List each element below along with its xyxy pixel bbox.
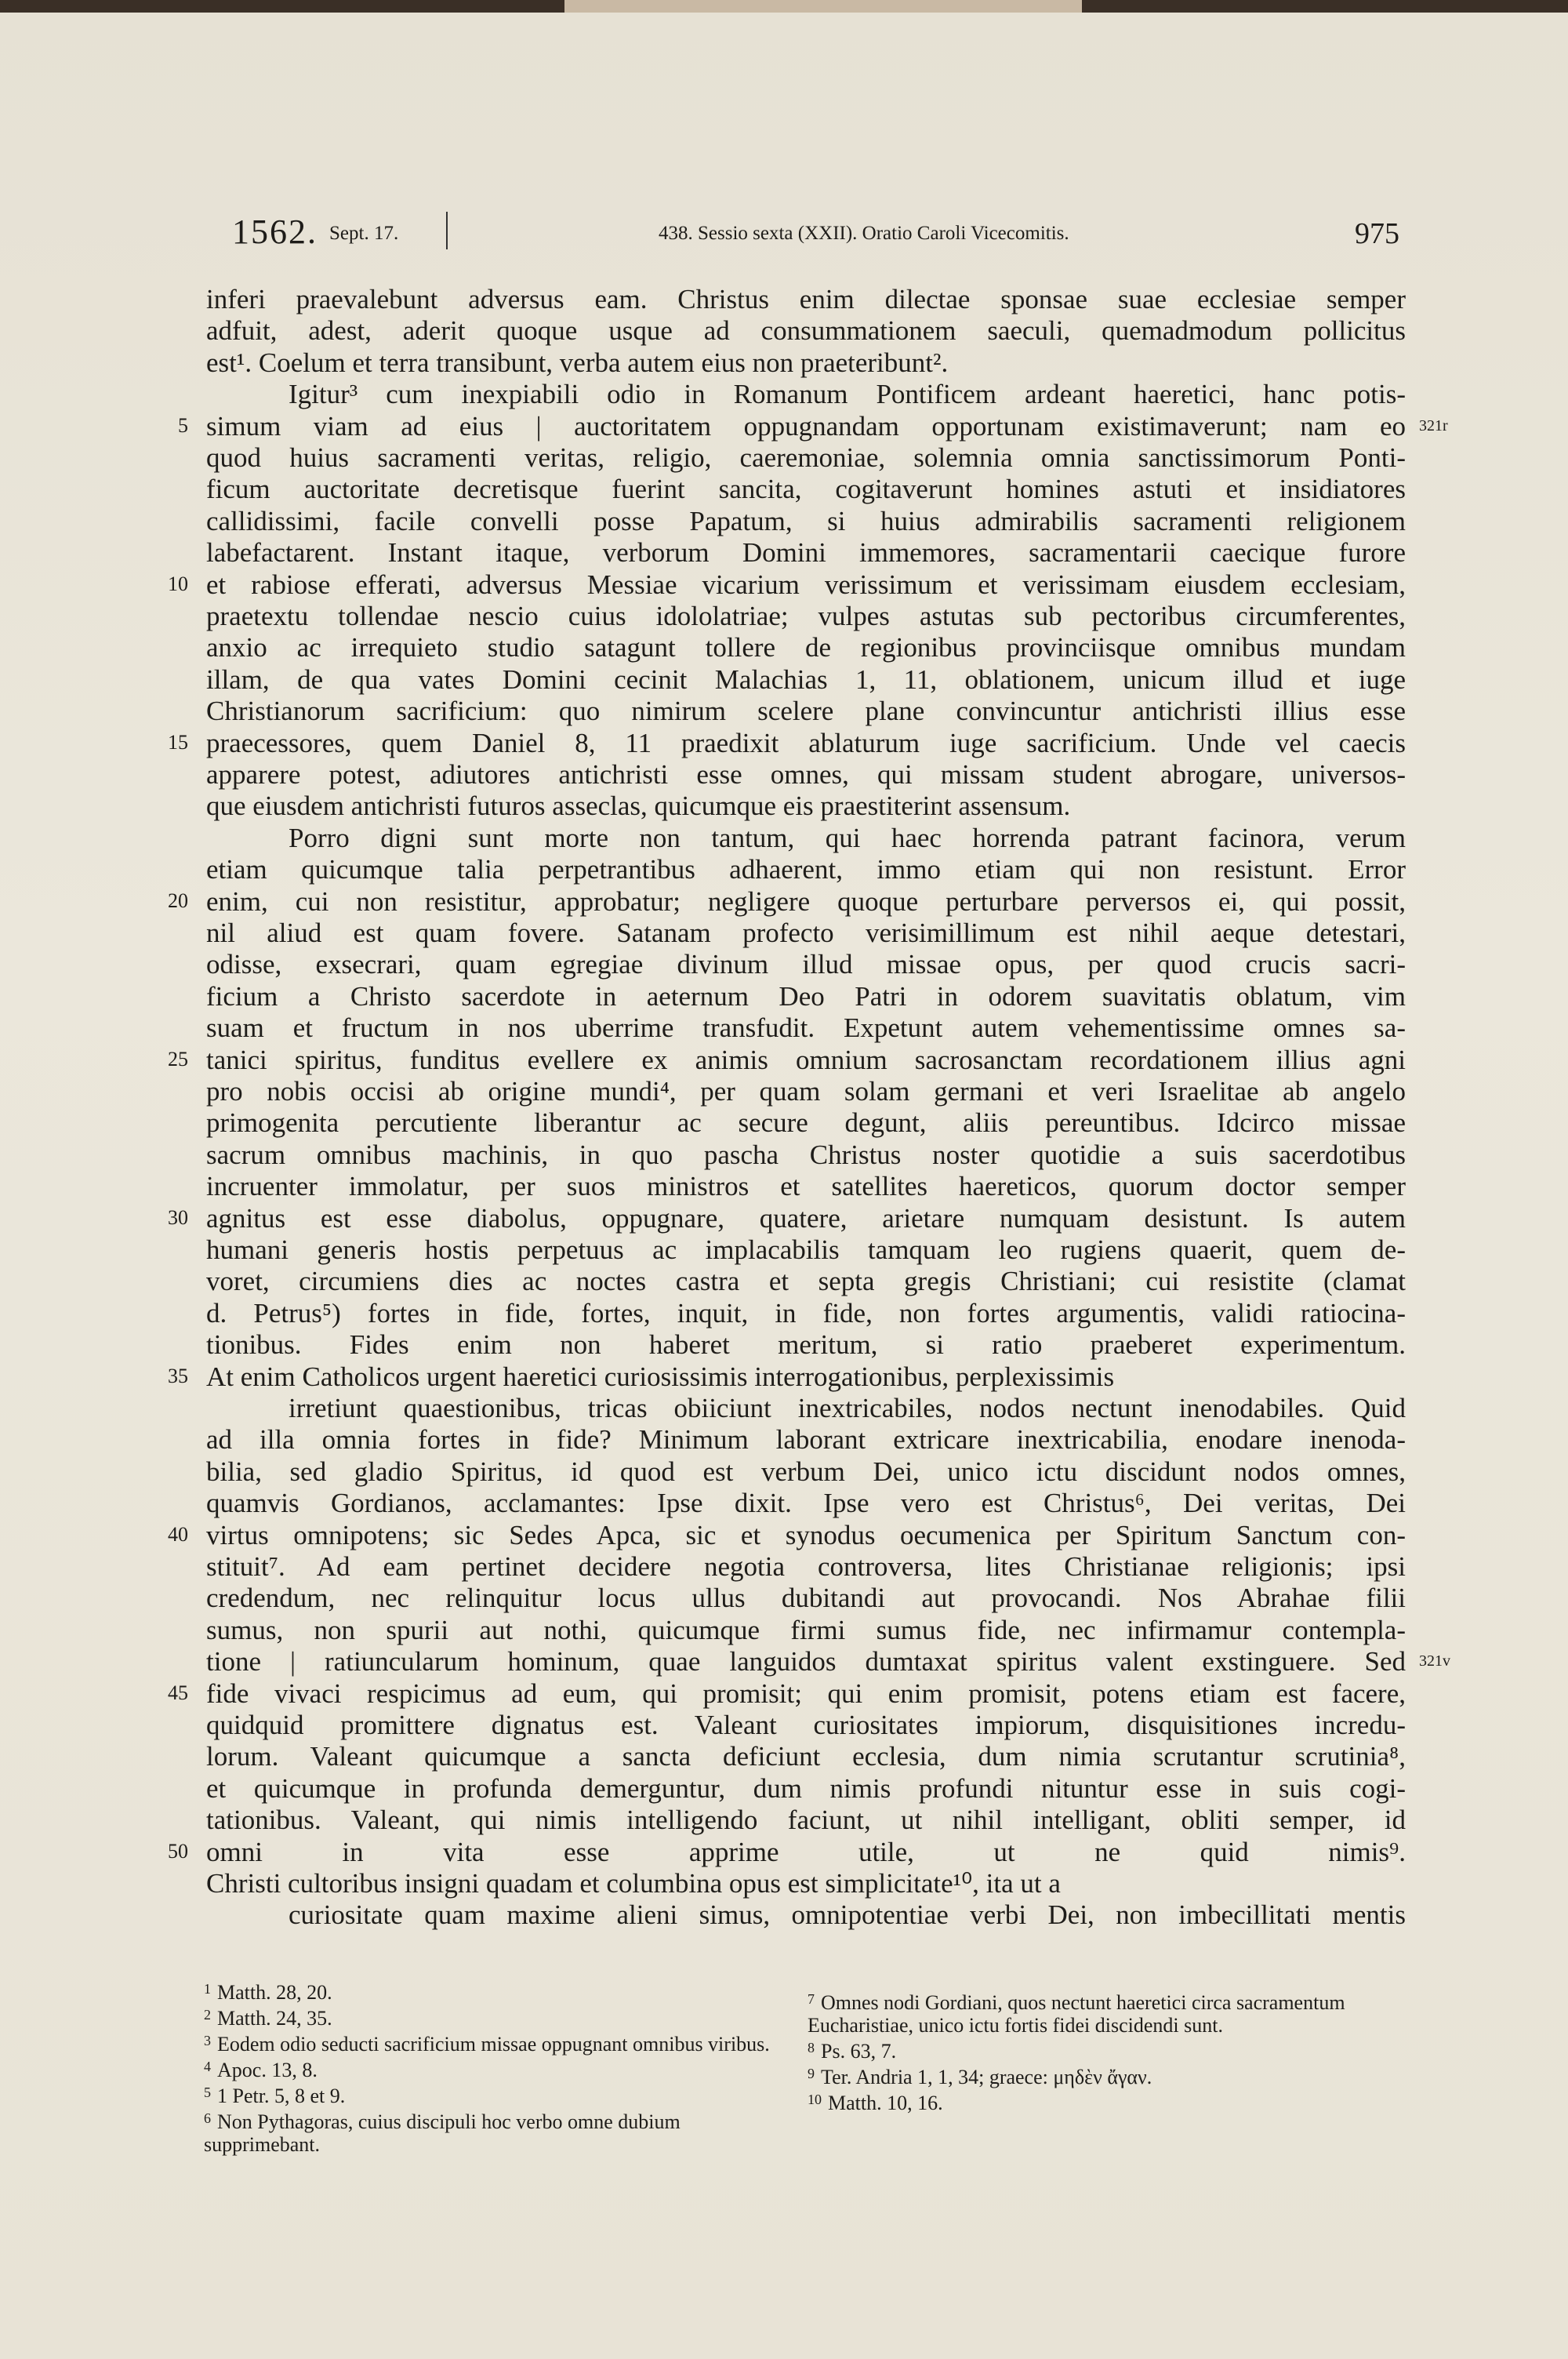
text-line: anxio ac irrequieto studio satagunt tollere de regionibus provinciisque omnibus mundam bbox=[206, 632, 1406, 663]
footnote-mark: 1 bbox=[204, 1981, 211, 1997]
text-line: bilia, sed gladio Spiritus, id quod est verbum Dei, unico ictu discidunt nodos omnes, bbox=[206, 1456, 1406, 1487]
text-line: tionibus. Fides enim non haberet meritum, si ratio praeberet experimentum. bbox=[206, 1329, 1406, 1361]
footnote bbox=[204, 2081, 784, 2107]
text-line: fide vivaci respicimus ad eum, qui promisit; qui enim promisit, potens etiam est facere, bbox=[206, 1677, 1406, 1709]
text-line: quamvis Gordianos, acclamantes: Ipse dixit. Ipse vero est Christus⁶, Dei veritas, Dei bbox=[206, 1488, 1406, 1519]
footnote-text: Eodem odio seducti sacrificium missae oppugnant omnibus viribus. bbox=[217, 2033, 770, 2055]
line-number: 30 bbox=[168, 1205, 188, 1229]
folio-margin-note: 321v bbox=[1419, 1652, 1450, 1670]
text-line: tationibus. Valeant, qui nimis intelligendo faciunt, ut nihil intelligant, obliti semper, id bbox=[206, 1805, 1406, 1836]
line-number: 10 bbox=[168, 572, 188, 595]
text-line: Porro digni sunt morte non tantum, qui haec horrenda patrant facinora, verum bbox=[289, 822, 1406, 853]
text-line: simum viam ad eius | auctoritatem oppugnandam opportunam existimaverunt; nam eo bbox=[206, 410, 1406, 442]
text-line: voret, circumiens dies ac noctes castra et septa gregis Christiani; cui resistite (clamat bbox=[206, 1266, 1406, 1297]
text-line: enim, cui non resistitur, approbatur; negligere quoque perturbare perversos ei, qui possit, bbox=[206, 885, 1406, 917]
header-title: 438. Sessio sexta (XXII). Oratio Caroli Vicecomitis. bbox=[659, 223, 1069, 244]
footnote-text: Non Pythagoras, cuius discipuli hoc verbo omne dubium supprimebant. bbox=[204, 2110, 681, 2156]
line-number: 25 bbox=[168, 1047, 188, 1070]
footnote-mark: 6 bbox=[204, 2110, 211, 2126]
footnote bbox=[204, 2004, 784, 2030]
footnote bbox=[204, 2030, 784, 2055]
footnote-text: Matth. 28, 20. bbox=[217, 1981, 332, 2004]
text-line: omni in vita esse apprime utile, ut ne quid nimis⁹. bbox=[206, 1836, 1406, 1867]
footnote-mark: 9 bbox=[808, 2066, 815, 2081]
text-line: stituit⁷. Ad eam pertinet decidere negotia controversa, lites Christianae religionis; ipsi bbox=[206, 1551, 1406, 1582]
footnote bbox=[808, 2088, 1403, 2114]
footnote bbox=[808, 2037, 1403, 2063]
text-line: pro nobis occisi ab origine mundi⁴, per quam solam germani et veri Israelitae ab angelo bbox=[206, 1076, 1406, 1107]
text-line: Christianorum sacrificium: quo nimirum scelere plane convincuntur antichristi illius esse bbox=[206, 696, 1406, 727]
footnote-text: Ps. 63, 7. bbox=[821, 2040, 897, 2063]
text-line: praetextu tollendae nescio cuius idololatriae; vulpes astutas sub pectoribus circumferentes, bbox=[206, 601, 1406, 631]
line-number: 35 bbox=[168, 1364, 188, 1387]
line-number: 5 bbox=[178, 413, 188, 437]
running-header bbox=[0, 212, 1568, 259]
text-line: d. Petrus⁵) fortes in fide, fortes, inquit, in fide, non fortes argumentis, validi ratiocina- bbox=[206, 1297, 1406, 1329]
text-line: At enim Catholicos urgent haeretici curiosissimis interrogationibus, perplexissimis bbox=[206, 1361, 1115, 1392]
footnote-mark: 4 bbox=[204, 2059, 211, 2074]
text-line: suam et fructum in nos uberrime transfudit. Expetunt autem vehementissime omnes sa- bbox=[206, 1012, 1406, 1044]
footnote-mark: 3 bbox=[204, 2033, 211, 2048]
text-line: adfuit, adest, aderit quoque usque ad consummationem saeculi, quemadmodum pollicitus bbox=[206, 315, 1406, 347]
text-line: irretiunt quaestionibus, tricas obiiciunt inextricabiles, nodos nectunt inenodabiles. Quid bbox=[289, 1393, 1406, 1423]
text-line: primogenita percutiente liberantur ac secure degunt, aliis pereuntibus. Idcirco missae bbox=[206, 1107, 1406, 1139]
line-number: 20 bbox=[168, 889, 188, 912]
footnote bbox=[204, 2055, 784, 2081]
text-line: labefactarent. Instant itaque, verborum Domini immemores, sacramentarii caecique furore bbox=[206, 537, 1406, 569]
text-line: nil aliud est quam fovere. Satanam profecto verisimillimum est nihil aeque detestari, bbox=[206, 918, 1406, 948]
header-year: 1562. bbox=[232, 213, 318, 251]
footnote-mark: 2 bbox=[204, 2007, 211, 2023]
footnote bbox=[808, 1988, 1403, 2037]
line-number: 40 bbox=[168, 1522, 188, 1546]
text-line: est¹. Coelum et terra transibunt, verba autem eius non praeteribunt². bbox=[206, 347, 949, 378]
folio-margin-note: 321r bbox=[1419, 416, 1448, 434]
footnote bbox=[204, 1978, 784, 2004]
text-line: humani generis hostis perpetuus ac implacabilis tamquam leo rugiens quaerit, quem de- bbox=[206, 1234, 1406, 1265]
footnote bbox=[204, 2107, 784, 2156]
text-line: quod huius sacramenti veritas, religio, caeremoniae, solemnia omnia sanctissimorum Ponti- bbox=[206, 442, 1406, 473]
footnote-mark: 5 bbox=[204, 2085, 211, 2100]
footnote bbox=[808, 2063, 1403, 2088]
page-number: 975 bbox=[1355, 217, 1399, 250]
text-line: virtus omnipotens; sic Sedes Apca, sic et synodus oecumenica per Spiritum Sanctum con- bbox=[206, 1519, 1406, 1550]
text-line: praecessores, quem Daniel 8, 11 praedixit ablaturum iuge sacrificium. Unde vel caecis bbox=[206, 727, 1406, 758]
text-line: Igitur³ cum inexpiabili odio in Romanum Pontificem ardeant haeretici, hanc potis- bbox=[289, 379, 1406, 410]
text-line: etiam quicumque talia perpetrantibus adhaerent, immo etiam qui non resistunt. Error bbox=[206, 854, 1406, 885]
text-line: ficum auctoritate decretisque fuerint sancita, cogitaverunt homines astuti et insidiatores bbox=[206, 474, 1406, 505]
footnote-text: 1 Petr. 5, 8 et 9. bbox=[217, 2085, 346, 2107]
text-line: agnitus est esse diabolus, oppugnare, quatere, arietare numquam desistunt. Is autem bbox=[206, 1202, 1406, 1234]
text-line: curiositate quam maxime alieni simus, omnipotentiae verbi Dei, non imbecillitati mentis bbox=[289, 1899, 1406, 1931]
footnote-mark: 10 bbox=[808, 2092, 822, 2107]
text-line: credendum, nec relinquitur locus ullus dubitandi aut provocandi. Nos Abrahae filii bbox=[206, 1583, 1406, 1614]
page-top-edge bbox=[0, 0, 1568, 13]
text-line: sumus, non spurii aut nothi, quicumque firmi sumus fide, nec infirmamur contempla- bbox=[206, 1614, 1406, 1645]
text-line: quidquid promittere dignatus est. Valeant curiositates impiorum, disquisitiones incredu- bbox=[206, 1710, 1406, 1740]
text-line: illam, de qua vates Domini cecinit Malachias 1, 11, oblationem, unicum illud et iuge bbox=[206, 663, 1406, 695]
header-date: Sept. 17. bbox=[329, 223, 399, 244]
text-line: et rabiose efferati, adversus Messiae vicarium verissimum et verissimam eiusdem ecclesiam, bbox=[206, 569, 1406, 600]
text-line: que eiusdem antichristi futuros asseclas, quicumque eis praestiterint assensum. bbox=[206, 791, 1071, 822]
footnotes-right bbox=[808, 1988, 1403, 2114]
header-bracket bbox=[442, 212, 448, 249]
footnotes-left bbox=[204, 1978, 784, 2156]
line-number: 45 bbox=[168, 1681, 188, 1704]
text-line: Christi cultoribus insigni quadam et columbina opus est simplicitate¹⁰, ita ut a bbox=[206, 1868, 1061, 1899]
text-line: inferi praevalebunt adversus eam. Christus enim dilectae sponsae suae ecclesiae semper bbox=[206, 284, 1406, 314]
footnote-text: Matth. 24, 35. bbox=[217, 2007, 332, 2030]
text-line: lorum. Valeant quicumque a sancta deficiunt ecclesia, dum nimia scrutantur scrutinia⁸, bbox=[206, 1741, 1406, 1772]
footnote-text: Omnes nodi Gordiani, quos nectunt haeretici circa sacramentum Eucharistiae, unico ictu fortis fidei discidendi sunt. bbox=[808, 1991, 1345, 2037]
text-line: odisse, exsecrari, quam egregiae divinum illud missae opus, per quod crucis sacri- bbox=[206, 949, 1406, 980]
text-line: tanici spiritus, funditus evellere ex animis omnium sacrosanctam recordationem illius agni bbox=[206, 1044, 1406, 1075]
text-line: ficium a Christo sacerdote in aeternum Deo Patri in odorem suavitatis oblatum, vim bbox=[206, 980, 1406, 1012]
footnote-text: Ter. Andria 1, 1, 34; graece: μηδὲν ἄγαν. bbox=[821, 2066, 1152, 2088]
footnote-mark: 8 bbox=[808, 2040, 815, 2055]
text-line: ad illa omnia fortes in fide? Minimum laborant extricare inextricabilia, enodare inenoda- bbox=[206, 1424, 1406, 1456]
text-line: sacrum omnibus machinis, in quo pascha Christus noster quotidie a suis sacerdotibus bbox=[206, 1139, 1406, 1170]
footnote-text: Matth. 10, 16. bbox=[828, 2092, 943, 2114]
text-line: tione | ratiuncularum hominum, quae languidos dumtaxat spiritus valent exstinguere. Sed bbox=[206, 1646, 1406, 1677]
text-line: apparere potest, adiutores antichristi esse omnes, qui missam student abrogare, universos- bbox=[206, 759, 1406, 790]
line-number: 50 bbox=[168, 1839, 188, 1863]
footnote-text: Apoc. 13, 8. bbox=[217, 2059, 318, 2081]
footnote-mark: 7 bbox=[808, 1991, 815, 2007]
text-line: et quicumque in profunda demerguntur, dum nimis profundi nituntur esse in suis cogi- bbox=[206, 1772, 1406, 1804]
text-line: incruenter immolatur, per suos ministros et satellites haereticos, quorum doctor semper bbox=[206, 1171, 1406, 1202]
text-line: callidissimi, facile convelli posse Papatum, si huius admirabilis sacramenti religionem bbox=[206, 505, 1406, 536]
line-number: 15 bbox=[168, 730, 188, 754]
